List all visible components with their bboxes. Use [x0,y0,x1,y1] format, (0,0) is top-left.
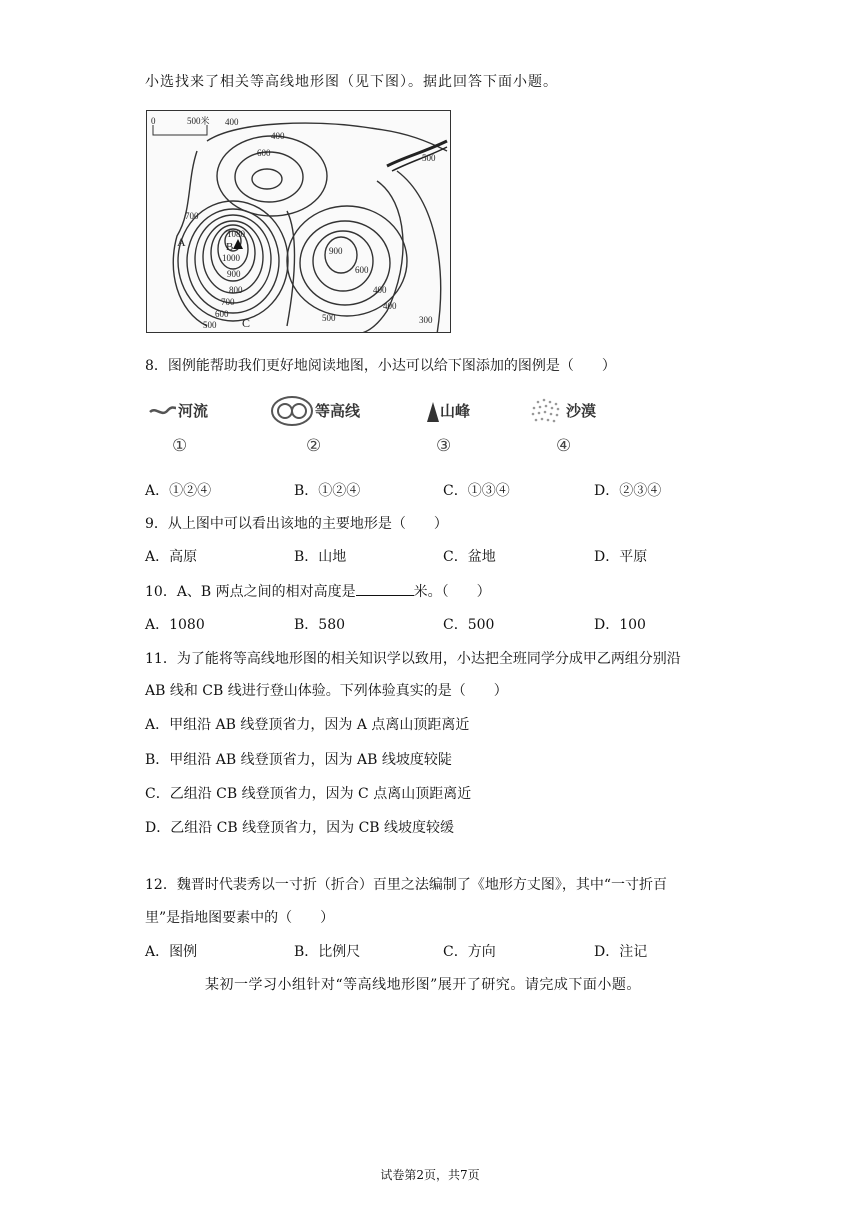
contour-label: 400 [373,285,387,295]
contour-icon [270,394,314,428]
legend-item-river [148,394,238,464]
contour-label: 300 [419,315,433,325]
point-b-label: B [226,241,234,253]
q9-option-a[interactable]: A．高原 [145,549,198,565]
contour-label: 700 [185,211,199,221]
q10-option-a[interactable]: A．1080 [145,617,205,633]
question-11-line1: 11．为了能将等高线地形图的相关知识学以致用，小达把全班同学分成甲乙两组分别沿 [145,651,681,667]
legend-number: ④ [556,436,572,456]
contour-label: 900 [227,269,241,279]
legend-label: 山峰 [440,402,471,420]
scale-end-label: 500米 [187,116,210,126]
contour-label: 400 [271,131,285,141]
contour-label: 400 [383,301,397,311]
question-9: 9．从上图中可以看出该地的主要地形是（ ） [145,516,448,532]
scale-start-label: 0 [151,116,156,126]
q11-option-c[interactable]: C．乙组沿 CB 线登顶省力，因为 C 点离山顶距离近 [145,786,472,802]
contour-label: 500 [203,320,217,330]
contour-map [146,110,451,333]
legend-item-desert [528,394,618,464]
contour-label: 900 [329,246,343,256]
question-10-text: 10．A、B 两点之间的相对高度是 [145,584,356,600]
question-10 [145,581,491,601]
q11-option-d[interactable]: D．乙组沿 CB 线登顶省力，因为 CB 线坡度较缓 [145,820,455,836]
contour-label: 500 [422,153,436,163]
q10-option-b[interactable]: B．580 [294,617,346,633]
page-footer: 试卷第2页，共7页 [380,1168,480,1182]
q12-option-b[interactable]: B．比例尺 [294,944,361,960]
intro-text: 小选找来了相关等高线地形图（见下图）。据此回答下面小题。 [145,74,558,90]
q9-option-b[interactable]: B．山地 [294,549,347,565]
q12-option-a[interactable]: A．图例 [145,944,198,960]
contour-label: 600 [257,148,271,158]
legend-item-peak [426,394,506,464]
q9-option-d[interactable]: D．平原 [594,549,648,565]
q12-option-c[interactable]: C．方向 [443,944,496,960]
q10-option-c[interactable]: C．500 [443,617,495,633]
question-10-text-end: 米。（ ） [413,584,491,600]
q8-option-b[interactable]: B．①②④ [294,483,361,499]
question-12-line2: 里”是指地图要素中的（ ） [145,910,335,926]
q9-option-c[interactable]: C．盆地 [443,549,496,565]
legend-label: 等高线 [315,402,361,420]
contour-label: 400 [225,117,239,127]
group-intro-text: 某初一学习小组针对“等高线地形图”展开了研究。请完成下面小题。 [205,977,641,993]
q11-option-b[interactable]: B．甲组沿 AB 线登顶省力，因为 AB 线坡度较陡 [145,752,452,768]
contour-label: 600 [355,265,369,275]
river-icon [148,396,178,430]
legend-number: ③ [436,436,452,456]
legend-label: 河流 [178,402,209,420]
point-c-label: C [242,316,251,330]
q8-option-d[interactable]: D．②③④ [594,483,662,499]
contour-label: 700 [221,297,235,307]
q8-option-a[interactable]: A．①②④ [145,483,212,499]
question-12-line1: 12．魏晋时代裴秀以一寸折（折合）百里之法编制了《地形方丈图》，其中“一寸折百 [145,877,667,893]
contour-label: 500 [322,313,336,323]
point-a-label: A [177,235,186,249]
peak-icon [426,398,440,432]
legend-item-contour [270,394,380,464]
legend-options [148,394,618,464]
q10-option-d[interactable]: D．100 [594,617,646,633]
contour-label: 600 [215,309,229,319]
desert-icon [528,394,564,428]
legend-number: ② [306,436,322,456]
contour-label: 800 [229,285,243,295]
legend-label: 沙漠 [566,402,597,420]
q12-option-d[interactable]: D．注记 [594,944,648,960]
contour-map-drawing [147,111,451,333]
answer-blank [356,583,414,596]
contour-label: 1000 [222,253,240,263]
contour-label: 1080 [227,229,245,239]
q8-option-c[interactable]: C．①③④ [443,483,510,499]
question-8: 8．图例能帮助我们更好地阅读地图，小达可以给下图添加的图例是（ ） [145,358,616,374]
legend-number: ① [172,436,188,456]
question-11-line2: AB 线和 CB 线进行登山体验。下列体验真实的是（ ） [145,683,508,699]
q11-option-a[interactable]: A．甲组沿 AB 线登顶省力，因为 A 点离山顶距离近 [145,717,470,733]
